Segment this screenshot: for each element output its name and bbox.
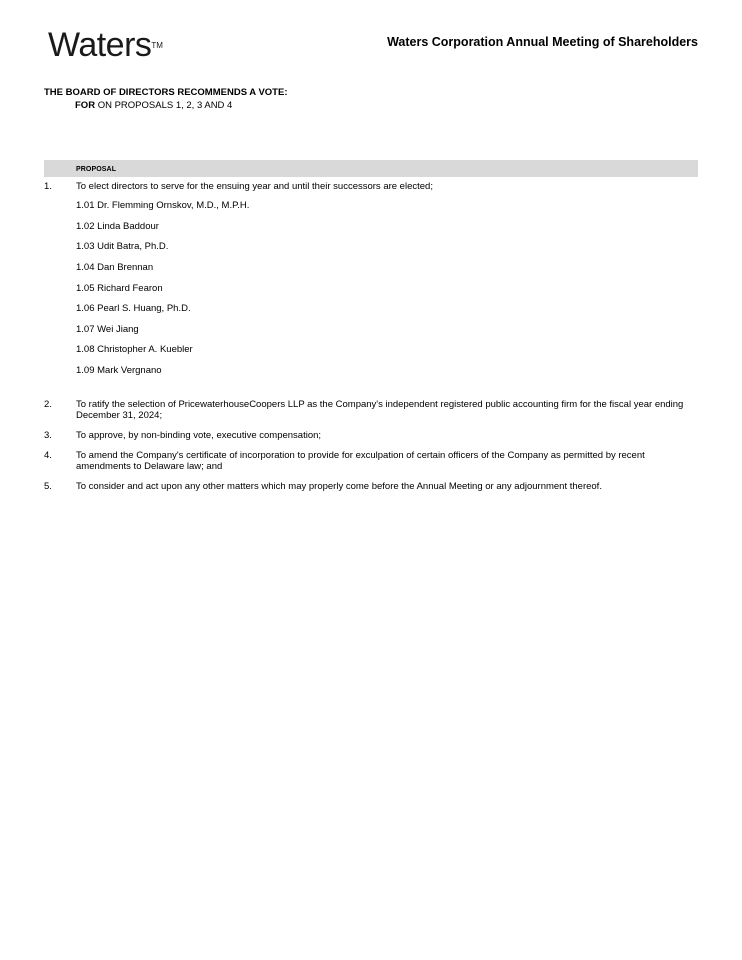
proposal-column-header: PROPOSAL [76,166,117,173]
proposal-number: 5. [44,481,52,492]
proposal-number: 3. [44,430,52,441]
proposal-number: 1. [44,181,52,192]
nominee-item: 1.07 Wei Jiang [76,324,139,335]
nominee-item: 1.01 Dr. Flemming Ornskov, M.D., M.P.H. [76,200,250,211]
proposal-header-bar [44,160,698,177]
nominee-item: 1.05 Richard Fearon [76,283,163,294]
recommendation-proposals: ON PROPOSALS 1, 2, 3 AND 4 [95,100,233,111]
recommendation-heading: THE BOARD OF DIRECTORS RECOMMENDS A VOTE: [44,87,288,98]
proposal-text: To ratify the selection of PricewaterhouseCoopers LLP as the Company's independent registered public accounting firm for the fiscal year ending December 31, 2024; [76,399,684,421]
proposal-number: 4. [44,450,52,461]
nominee-item: 1.03 Udit Batra, Ph.D. [76,241,169,252]
logo-text: Waters [48,26,152,64]
logo-trademark: TM [151,41,163,50]
waters-logo [48,28,163,62]
proposal-text: To approve, by non-binding vote, executive compensation; [76,430,322,441]
proposal-text: To amend the Company's certificate of incorporation to provide for exculpation of certain officers of the Company as permitted by recent amendments to Delaware law; and [76,450,645,472]
proposal-5 [44,481,698,492]
proposal-number: 2. [44,399,52,410]
nominee-item: 1.02 Linda Baddour [76,221,159,232]
proposal-1 [44,181,698,192]
nominee-item: 1.08 Christopher A. Kuebler [76,344,193,355]
nominee-item: 1.06 Pearl S. Huang, Ph.D. [76,303,191,314]
nominee-item: 1.09 Mark Vergnano [76,365,162,376]
nominee-item: 1.04 Dan Brennan [76,262,154,273]
proposal-text: To consider and act upon any other matters which may properly come before the Annual Meeting or any adjournment thereof. [76,481,602,492]
board-recommendation [44,86,288,112]
recommendation-for: FOR [75,100,96,111]
recommendation-detail [44,99,288,112]
proposal-2 [44,399,698,421]
proposal-text: To elect directors to serve for the ensuing year and until their successors are elected; [76,181,433,192]
proposal-4 [44,450,698,472]
page-title: Waters Corporation Annual Meeting of Shareholders [387,35,698,49]
proposal-3 [44,430,698,441]
